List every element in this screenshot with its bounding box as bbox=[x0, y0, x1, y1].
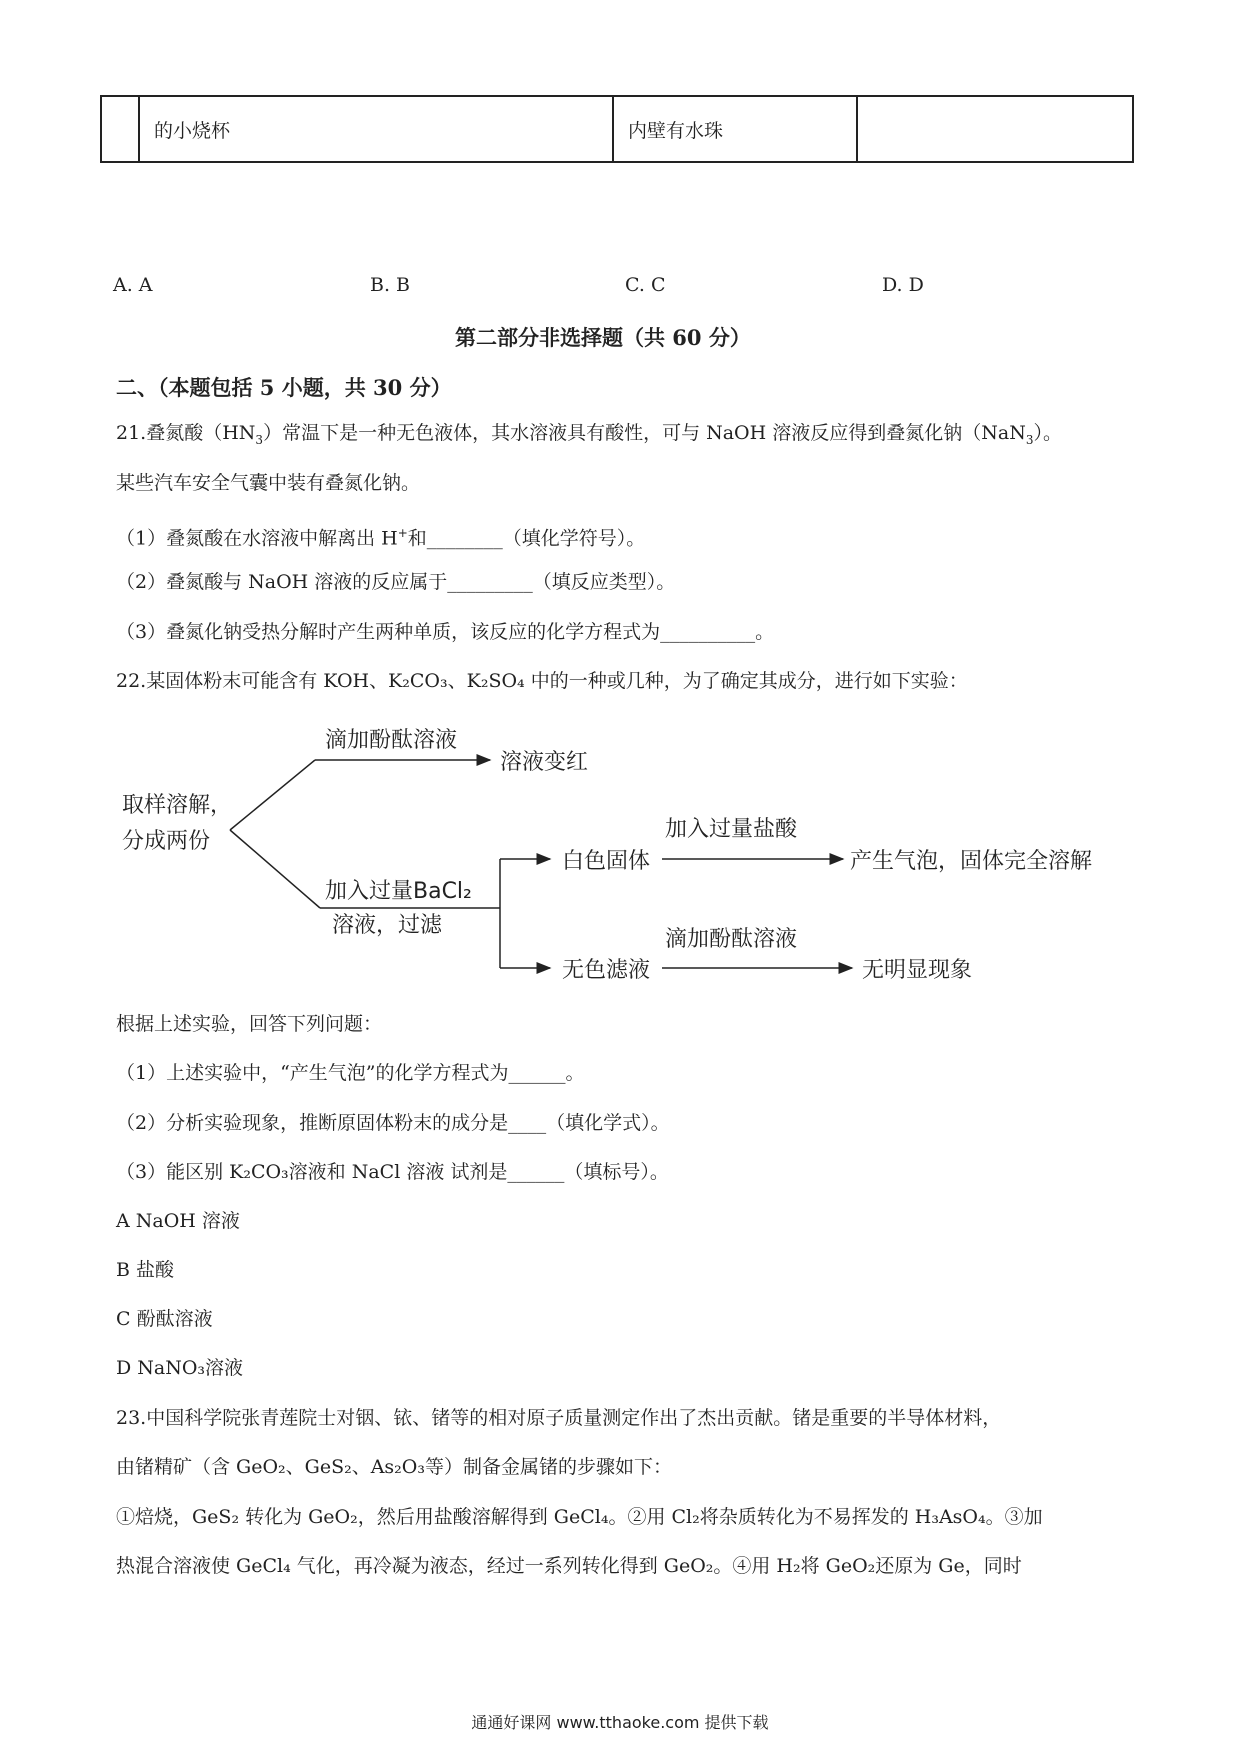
q22-part2: （2）分析实验现象，推断原固体粉末的成分是____（填化学式）。 bbox=[116, 1112, 670, 1134]
option-d: D. D bbox=[882, 274, 924, 296]
page-footer: 通通好课网 www.tthaoke.com 提供下载 bbox=[471, 1713, 769, 1732]
solid-arrow-label: 加入过量盐酸 bbox=[665, 817, 798, 842]
lower-arrow-label-2: 溶液，过滤 bbox=[332, 913, 443, 938]
part2-title: 第二部分非选择题（共 60 分） bbox=[455, 325, 751, 350]
diagram-start-line1: 取样溶解， bbox=[122, 793, 233, 818]
answer-table bbox=[100, 95, 1134, 163]
filtrate-result: 无明显现象 bbox=[862, 958, 973, 983]
q22-choice-c: C 酚酞溶液 bbox=[116, 1308, 213, 1330]
filtrate-arrow-label: 滴加酚酞溶液 bbox=[665, 927, 798, 952]
option-c: C. C bbox=[625, 274, 666, 296]
q23-line1: 23.中国科学院张青莲院士对铟、铱、锗等的相对原子质量测定作出了杰出贡献。锗是重要的半导体材料， bbox=[116, 1407, 1002, 1429]
filtrate-node: 无色滤液 bbox=[562, 958, 651, 983]
table-row bbox=[101, 96, 1133, 162]
q21-part1: （1）叠氮酸在水溶液中解离出 H+和________（填化学符号）。 bbox=[116, 526, 646, 550]
q21-part2: （2）叠氮酸与 NaOH 溶液的反应属于_________（填反应类型）。 bbox=[116, 571, 676, 593]
experiment-flow-diagram bbox=[110, 712, 1120, 992]
table-cell: 的小烧杯 bbox=[139, 96, 613, 162]
q22-choice-a: A NaOH 溶液 bbox=[116, 1210, 240, 1232]
branch-line-upper bbox=[230, 760, 315, 830]
q23-line3: ①焙烧，GeS₂ 转化为 GeO₂，然后用盐酸溶解得到 GeCl₄。②用 Cl₂将杂质转化为不易挥发的 H₃AsO₄。③加 bbox=[116, 1506, 1043, 1528]
upper-result: 溶液变红 bbox=[500, 750, 589, 775]
q22-part1: （1）上述实验中，“产生气泡”的化学方程式为______。 bbox=[116, 1062, 585, 1084]
diagram-start-line2: 分成两份 bbox=[122, 829, 211, 854]
q22-ask: 根据上述实验，回答下列问题： bbox=[116, 1013, 383, 1035]
q22-choice-b: B 盐酸 bbox=[116, 1259, 175, 1281]
table-cell bbox=[857, 96, 1133, 162]
solid-node: 白色固体 bbox=[562, 849, 651, 874]
upper-arrow-label: 滴加酚酞溶液 bbox=[325, 728, 458, 753]
section2-title: 二、（本题包括 5 小题，共 30 分） bbox=[116, 375, 452, 400]
q22-choice-d: D NaNO₃溶液 bbox=[116, 1357, 244, 1379]
solid-result: 产生气泡，固体完全溶解 bbox=[850, 849, 1093, 874]
lower-arrow-label-1: 加入过量BaCl₂ bbox=[325, 879, 472, 904]
table-cell: 内壁有水珠 bbox=[613, 96, 857, 162]
q21-part3: （3）叠氮化钠受热分解时产生两种单质，该反应的化学方程式为__________。 bbox=[116, 621, 775, 643]
table-cell bbox=[101, 96, 139, 162]
q23-line4: 热混合溶液使 GeCl₄ 气化，再冷凝为液态，经过一系列转化得到 GeO₂。④用 H₂将 GeO₂还原为 Ge，同时 bbox=[116, 1555, 1022, 1577]
branch-line-lower bbox=[230, 830, 320, 908]
q22-part3: （3）能区别 K₂CO₃溶液和 NaCl 溶液 试剂是______（填标号）。 bbox=[116, 1161, 669, 1183]
option-b: B. B bbox=[370, 274, 411, 296]
option-a: A. A bbox=[113, 274, 153, 296]
q21-line1: 21.叠氮酸$(HN_3)$常温下是一种无色液体，其水溶液具有酸性，可与 NaOH 溶液反应得到叠氮化钠（NaN$_3$）。 bbox=[116, 422, 1062, 447]
q23-line2: 由锗精矿（含 GeO₂、GeS₂、As₂O₃等）制备金属锗的步骤如下： bbox=[116, 1456, 672, 1478]
q21-line2: 某些汽车安全气囊中装有叠氮化钠。 bbox=[116, 472, 421, 494]
q22-intro: 22.某固体粉末可能含有 KOH、K₂CO₃、K₂SO₄ 中的一种或几种，为了确定其成分，进行如下实验： bbox=[116, 670, 968, 692]
